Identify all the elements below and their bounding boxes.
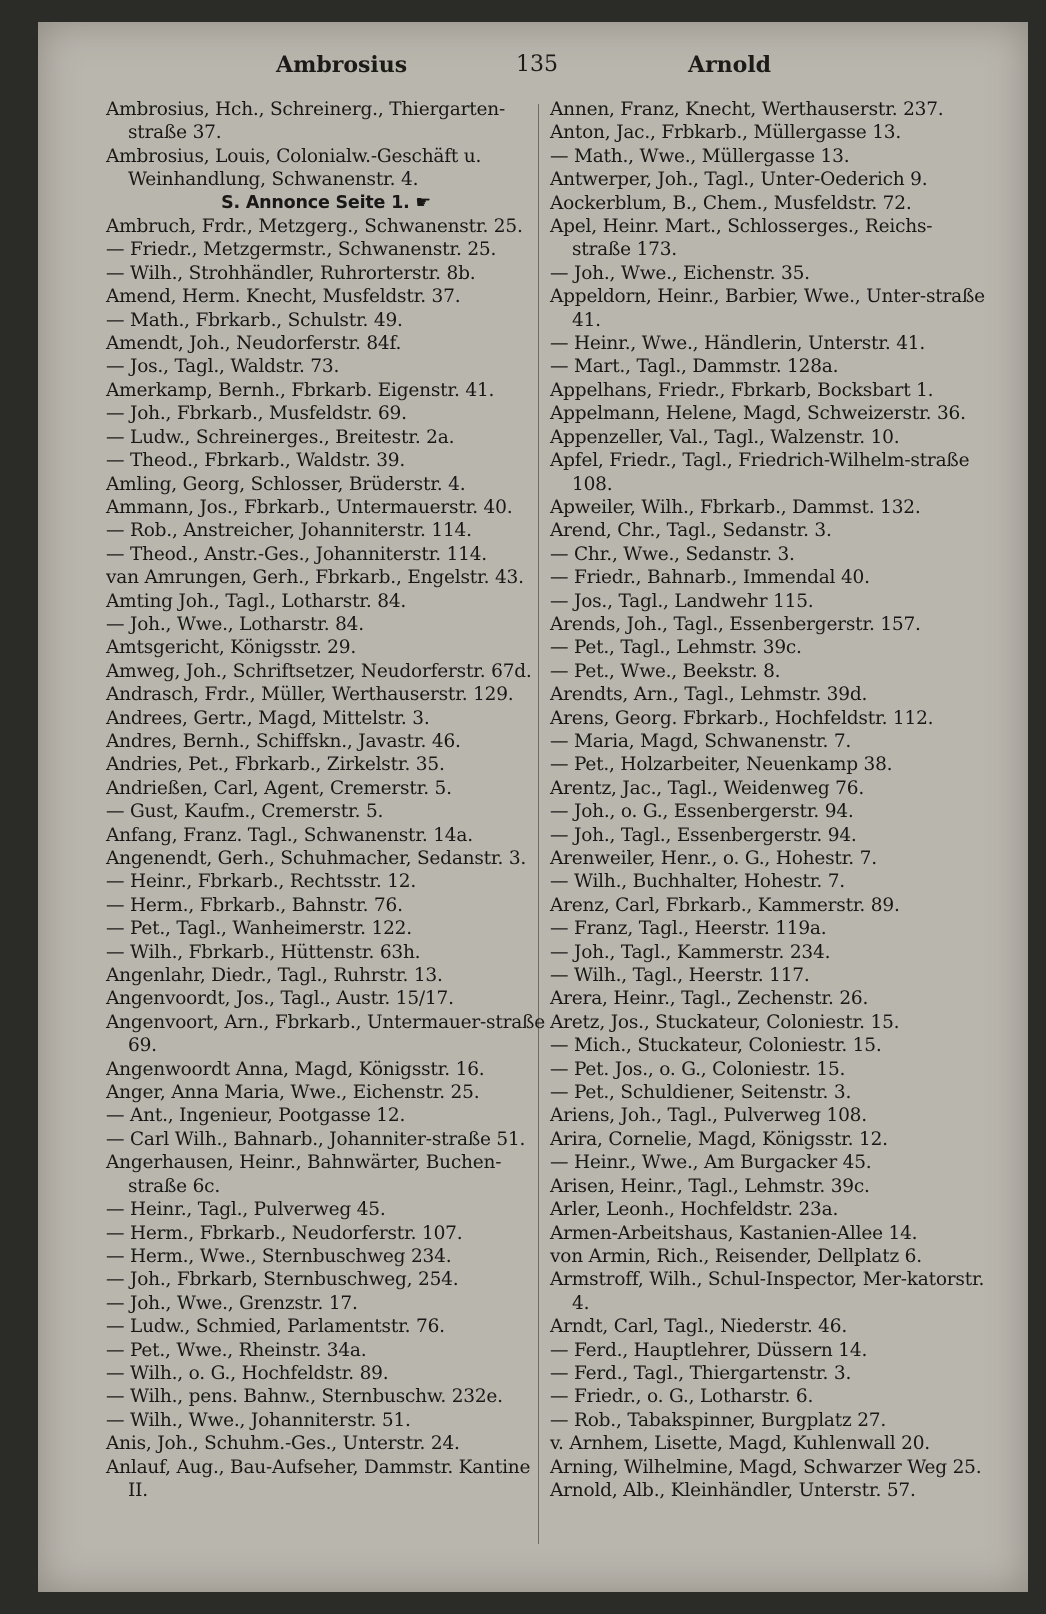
directory-entry: — Chr., Wwe., Sedanstr. 3.	[550, 543, 795, 565]
directory-entry: — Joh., Fbrkarb., Musfeldstr. 69.	[106, 403, 407, 425]
directory-entry: Anger, Anna Maria, Wwe., Eichenstr. 25.	[106, 1082, 480, 1104]
directory-entry: — Wilh., Fbrkarb., Hüttenstr. 63h.	[106, 941, 421, 963]
directory-entry: von Armin, Rich., Reisender, Dellplatz 6.	[550, 1245, 922, 1267]
directory-entry: — Theod., Fbrkarb., Waldstr. 39.	[106, 450, 406, 472]
directory-entry: — Joh., Wwe., Lotharstr. 84.	[106, 613, 364, 635]
directory-entry: Appeldorn, Heinr., Barbier, Wwe., Unter-straße 41.	[550, 286, 985, 331]
directory-entry: Anton, Jac., Frbkarb., Müllergasse 13.	[550, 122, 902, 144]
directory-page	[38, 22, 1028, 1592]
directory-entry: — Joh., Tagl., Essenbergerstr. 94.	[550, 824, 857, 846]
directory-entry: Amend, Herm. Knecht, Musfeldstr. 37.	[106, 286, 461, 308]
directory-entry: Aockerblum, B., Chem., Musfeldstr. 72.	[550, 192, 912, 214]
directory-entry: — Joh., o. G., Essenbergerstr. 94.	[550, 801, 854, 823]
directory-entry: Apel, Heinr. Mart., Schlosserges., Reichs-straße 173.	[550, 216, 933, 261]
directory-entry: Anfang, Franz. Tagl., Schwanenstr. 14a.	[106, 824, 473, 846]
directory-entry: Amerkamp, Bernh., Fbrkarb. Eigenstr. 41.	[106, 379, 495, 401]
directory-entry: — Wilh., Tagl., Heerstr. 117.	[550, 965, 810, 987]
directory-entry: Arnold, Alb., Kleinhändler, Unterstr. 57.	[550, 1479, 916, 1501]
directory-entry: Angenendt, Gerh., Schuhmacher, Sedanstr. 3.	[106, 848, 527, 869]
directory-entry: Annen, Franz, Knecht, Werthauserstr. 237.	[550, 99, 944, 120]
directory-entry: Appenzeller, Val., Tagl., Walzenstr. 10.	[550, 426, 900, 448]
directory-entry: Andrees, Gertr., Magd, Mittelstr. 3.	[106, 707, 430, 729]
directory-entry: — Heinr., Wwe., Am Burgacker 45.	[550, 1152, 872, 1174]
directory-entry: — Pet., Wwe., Beekstr. 8.	[550, 660, 781, 682]
directory-entry: — Math., Fbrkarb., Schulstr. 49.	[106, 309, 403, 331]
directory-entry: Amtsgericht, Königsstr. 29.	[106, 637, 357, 659]
directory-entry: — Wilh., pens. Bahnw., Sternbuschw. 232e.	[106, 1386, 503, 1408]
directory-entry: Armstroff, Wilh., Schul-Inspector, Mer-katorstr. 4.	[550, 1269, 985, 1314]
directory-entry: — Joh., Fbrkarb, Sternbuschweg, 254.	[106, 1269, 459, 1291]
directory-entry: — Rob., Anstreicher, Johanniterstr. 114.	[106, 520, 472, 542]
directory-entry: Angenvoordt, Jos., Tagl., Austr. 15/17.	[106, 988, 454, 1010]
directory-entry: — Joh., Wwe., Grenzstr. 17.	[106, 1292, 358, 1314]
directory-entry: — Jos., Tagl., Waldstr. 73.	[106, 356, 340, 378]
header-first-entry: Ambrosius	[276, 52, 408, 78]
directory-entry: Amting Joh., Tagl., Lotharstr. 84.	[106, 590, 407, 612]
directory-entry: Appelhans, Friedr., Fbrkarb, Bocksbart 1.	[550, 379, 934, 401]
right-column	[550, 98, 990, 1502]
directory-entry: — Friedr., Bahnarb., Immendal 40.	[550, 567, 870, 589]
header-last-entry: Arnold	[688, 52, 772, 78]
directory-entry: Arler, Leonh., Hochfeldstr. 23a.	[550, 1199, 839, 1221]
directory-entry: Andres, Bernh., Schiffskn., Javastr. 46.	[106, 730, 461, 752]
directory-entry: — Maria, Magd, Schwanenstr. 7.	[550, 730, 852, 752]
directory-entry: Arisen, Heinr., Tagl., Lehmstr. 39c.	[550, 1175, 870, 1197]
directory-entry: S. Annonce Seite 1. ☛	[221, 192, 431, 213]
directory-entry: — Herm., Wwe., Sternbuschweg 234.	[106, 1245, 452, 1267]
directory-entry: Arendts, Arn., Tagl., Lehmstr. 39d.	[550, 684, 868, 706]
directory-entry: Ambruch, Frdr., Metzgerg., Schwanenstr. 25.	[106, 216, 523, 238]
directory-entry: van Amrungen, Gerh., Fbrkarb., Engelstr. 43.	[106, 567, 524, 589]
directory-entry: Anis, Joh., Schuhm.-Ges., Unterstr. 24.	[106, 1433, 460, 1455]
directory-entry: Arens, Georg. Fbrkarb., Hochfeldstr. 112.	[550, 707, 934, 729]
directory-entry: — Pet., Schuldiener, Seitenstr. 3.	[550, 1082, 852, 1104]
directory-entry: — Jos., Tagl., Landwehr 115.	[550, 590, 814, 612]
directory-entry: — Herm., Fbrkarb., Neudorferstr. 107.	[106, 1222, 463, 1244]
directory-entry: Antwerper, Joh., Tagl., Unter-Oederich 9.	[550, 169, 928, 191]
directory-entry: — Joh., Wwe., Eichenstr. 35.	[550, 262, 810, 284]
directory-entry: — Heinr., Tagl., Pulverweg 45.	[106, 1199, 386, 1221]
page-header	[38, 52, 1028, 92]
directory-entry: Arenz, Carl, Fbrkarb., Kammerstr. 89.	[550, 894, 900, 916]
directory-entry: Amendt, Joh., Neudorferstr. 84f.	[106, 333, 402, 355]
directory-entry: Arning, Wilhelmine, Magd, Schwarzer Weg 25.	[550, 1456, 982, 1478]
directory-entry: — Theod., Anstr.-Ges., Johanniterstr. 114.	[106, 543, 487, 565]
directory-entry: Ambrosius, Hch., Schreinerg., Thiergarten-straße 37.	[106, 99, 506, 144]
directory-entry: Arira, Cornelie, Magd, Königsstr. 12.	[550, 1128, 888, 1150]
directory-entry: — Friedr., o. G., Lotharstr. 6.	[550, 1386, 814, 1408]
directory-entry: Aretz, Jos., Stuckateur, Coloniestr. 15.	[550, 1011, 900, 1033]
directory-entry: — Heinr., Wwe., Händlerin, Unterstr. 41.	[550, 333, 926, 355]
directory-entry: Ammann, Jos., Fbrkarb., Untermauerstr. 40.	[106, 496, 513, 518]
directory-entry: — Gust, Kaufm., Cremerstr. 5.	[106, 801, 384, 823]
directory-entry: Appelmann, Helene, Magd, Schweizerstr. 36.	[550, 403, 966, 425]
directory-entry: Arndt, Carl, Tagl., Niederstr. 46.	[550, 1316, 848, 1338]
directory-entry: — Wilh., Strohhändler, Ruhrorterstr. 8b.	[106, 262, 476, 284]
directory-entry: Armen-Arbeitshaus, Kastanien-Allee 14.	[550, 1222, 918, 1244]
directory-entry: Angenwoordt Anna, Magd, Königsstr. 16.	[106, 1058, 485, 1080]
left-column	[106, 98, 546, 1502]
directory-entry: — Math., Wwe., Müllergasse 13.	[550, 145, 850, 167]
directory-entry: Andries, Pet., Fbrkarb., Zirkelstr. 35.	[106, 754, 445, 776]
directory-entry: Angenlahr, Diedr., Tagl., Ruhrstr. 13.	[106, 965, 443, 987]
directory-entry: Anlauf, Aug., Bau-Aufseher, Dammstr. Kantine II.	[106, 1456, 531, 1501]
directory-entry: Ariens, Joh., Tagl., Pulverweg 108.	[550, 1105, 867, 1127]
directory-entry: Angerhausen, Heinr., Bahnwärter, Buchen-straße 6c.	[106, 1152, 502, 1197]
directory-entry: Angenvoort, Arn., Fbrkarb., Untermauer-straße 69.	[106, 1011, 545, 1057]
directory-entry: Ambrosius, Louis, Colonialw.-Geschäft u. Weinhandlung, Schwanenstr. 4.	[106, 145, 482, 191]
directory-entry: Andrießen, Carl, Agent, Cremerstr. 5.	[106, 777, 452, 799]
directory-entry: — Rob., Tabakspinner, Burgplatz 27.	[550, 1409, 887, 1431]
directory-entry: — Wilh., Wwe., Johanniterstr. 51.	[106, 1409, 411, 1431]
directory-entry: — Joh., Tagl., Kammerstr. 234.	[550, 941, 831, 963]
directory-entry: — Wilh., Buchhalter, Hohestr. 7.	[550, 871, 845, 893]
directory-entry: Amling, Georg, Schlosser, Brüderstr. 4.	[106, 473, 466, 495]
directory-entry: Arend, Chr., Tagl., Sedanstr. 3.	[550, 520, 832, 542]
directory-entry: — Carl Wilh., Bahnarb., Johanniter-straße 51.	[106, 1128, 526, 1150]
directory-entry: — Pet. Jos., o. G., Coloniestr. 15.	[550, 1058, 846, 1080]
directory-entry: — Herm., Fbrkarb., Bahnstr. 76.	[106, 894, 403, 916]
directory-entry: v. Arnhem, Lisette, Magd, Kuhlenwall 20.	[550, 1433, 930, 1455]
directory-entry: — Heinr., Fbrkarb., Rechtsstr. 12.	[106, 871, 417, 893]
directory-entry: — Pet., Tagl., Lehmstr. 39c.	[550, 637, 802, 659]
directory-entry: — Franz, Tagl., Heerstr. 119a.	[550, 918, 827, 940]
directory-entry: — Mich., Stuckateur, Coloniestr. 15.	[550, 1035, 882, 1057]
directory-entry: — Ludw., Schreinerges., Breitestr. 2a.	[106, 426, 455, 448]
directory-entry: — Pet., Tagl., Wanheimerstr. 122.	[106, 918, 412, 940]
directory-entry: — Pet., Wwe., Rheinstr. 34a.	[106, 1339, 367, 1361]
directory-entry: Arera, Heinr., Tagl., Zechenstr. 26.	[550, 988, 869, 1010]
directory-entry: Amweg, Joh., Schriftsetzer, Neudorferstr. 67d.	[106, 660, 532, 682]
directory-entry: Arends, Joh., Tagl., Essenbergerstr. 157.	[550, 613, 921, 635]
directory-entry: — Mart., Tagl., Dammstr. 128a.	[550, 356, 839, 378]
directory-entry: — Pet., Holzarbeiter, Neuenkamp 38.	[550, 754, 893, 776]
directory-entry: Apfel, Friedr., Tagl., Friedrich-Wilhelm-straße 108.	[550, 450, 970, 495]
directory-entry: Apweiler, Wilh., Fbrkarb., Dammst. 132.	[550, 496, 921, 518]
directory-entry: — Wilh., o. G., Hochfeldstr. 89.	[106, 1362, 389, 1384]
directory-entry: Andrasch, Frdr., Müller, Werthauserstr. 129.	[106, 684, 514, 706]
directory-entry: — Ferd., Hauptlehrer, Düssern 14.	[550, 1339, 868, 1361]
directory-entry: — Ant., Ingenieur, Pootgasse 12.	[106, 1105, 406, 1127]
directory-entry: — Ludw., Schmied, Parlamentstr. 76.	[106, 1316, 445, 1338]
directory-entry: Arentz, Jac., Tagl., Weidenweg 76.	[550, 777, 864, 799]
page-number: 135	[516, 52, 558, 77]
directory-entry: Arenweiler, Henr., o. G., Hohestr. 7.	[550, 848, 877, 869]
directory-entry: — Ferd., Tagl., Thiergartenstr. 3.	[550, 1362, 852, 1384]
directory-entry: — Friedr., Metzgermstr., Schwanenstr. 25.	[106, 239, 497, 261]
